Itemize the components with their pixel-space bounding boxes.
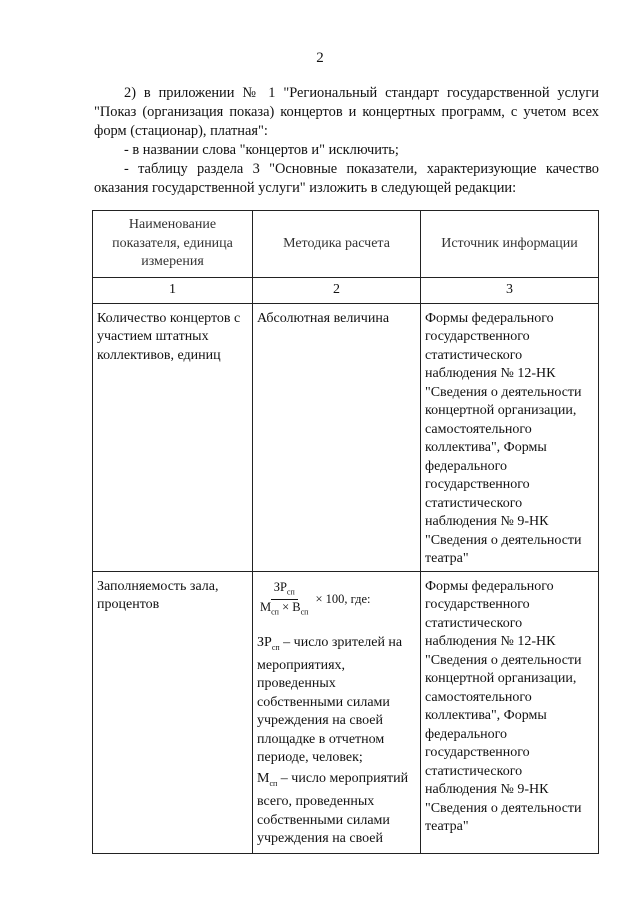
definition-symbol: М	[257, 770, 270, 786]
formula-numerator-symbol: ЗР	[273, 579, 287, 594]
header-calculation-method: Методика расчета	[253, 211, 421, 278]
formula-denominator: $М_{сп} \times В_{сп}$	[260, 600, 309, 617]
definition-subscript: сп	[269, 778, 278, 788]
column-number-3: 3	[421, 278, 599, 304]
formula-denominator-subscript-a: сп	[271, 607, 279, 617]
formula-numerator-subscript: сп	[286, 587, 295, 596]
calculation-method-cell	[253, 571, 421, 853]
definition-spectators	[257, 634, 416, 768]
indicators-table	[92, 210, 599, 854]
definition-text: – число мероприятий всего, проведенных собственными силами учреждения на своей	[257, 770, 409, 847]
table-number-row	[93, 278, 599, 304]
formula-numerator	[271, 580, 298, 601]
header-information-source: Источник информации	[421, 211, 599, 278]
table-row	[93, 303, 599, 571]
definition-text: – число зрителей на мероприятиях, проведенных собственными силами учреждения на своей площадке в отчетном периоде, человек;	[257, 634, 403, 766]
column-number-1: 1	[93, 278, 253, 304]
definition-subscript: сп	[271, 642, 280, 652]
intro-paragraph-2: - в названии слова "концертов и" исключить;	[124, 142, 399, 158]
formula-denominator-subscript-b: сп	[300, 607, 309, 617]
intro-text	[94, 84, 599, 198]
formula-tail: × 100, где:	[315, 592, 371, 607]
header-indicator-name: Наименование показателя, единица измерения	[93, 211, 253, 278]
calculation-method-cell: Абсолютная величина	[253, 303, 421, 571]
page-number: 2	[316, 50, 324, 66]
indicator-name-cell: Заполняемость зала, процентов	[93, 571, 253, 853]
indicator-name-cell: Количество концертов с участием штатных коллективов, единиц	[93, 303, 253, 571]
fill-rate-formula	[257, 580, 416, 620]
information-source-cell: Формы федерального государственного статистического наблюдения № 12-НК "Сведения о деятельности концертной организации, самостоятельного коллектива", Формы федерального государственного статистического наблюдения № 9-НК "Сведения о деятельности театра"	[421, 571, 599, 853]
formula-fraction	[257, 580, 311, 620]
column-number-2: 2	[253, 278, 421, 304]
table-row	[93, 571, 599, 853]
formula-denominator-symbol-b: В	[292, 600, 301, 614]
formula-denominator-symbol-a: М	[260, 600, 272, 614]
definition-events	[257, 770, 416, 849]
definition-symbol: ЗР	[257, 634, 272, 650]
intro-paragraph-3: - таблицу раздела 3 "Основные показатели, характеризующие качество оказания государственной услуги" изложить в следующей редакции:	[94, 161, 599, 196]
intro-paragraph-1: 2) в приложении № 1 "Региональный стандарт государственной услуги "Показ (организация показа) концертов и концертных программ, с учетом всех форм (стационар), платная":	[94, 85, 599, 139]
table-header-row	[93, 211, 599, 278]
information-source-cell: Формы федерального государственного статистического наблюдения № 12-НК "Сведения о деятельности концертной организации, самостоятельного коллектива", Формы федерального государственного статистического наблюдения № 9-НК "Сведения о деятельности театра"	[421, 303, 599, 571]
